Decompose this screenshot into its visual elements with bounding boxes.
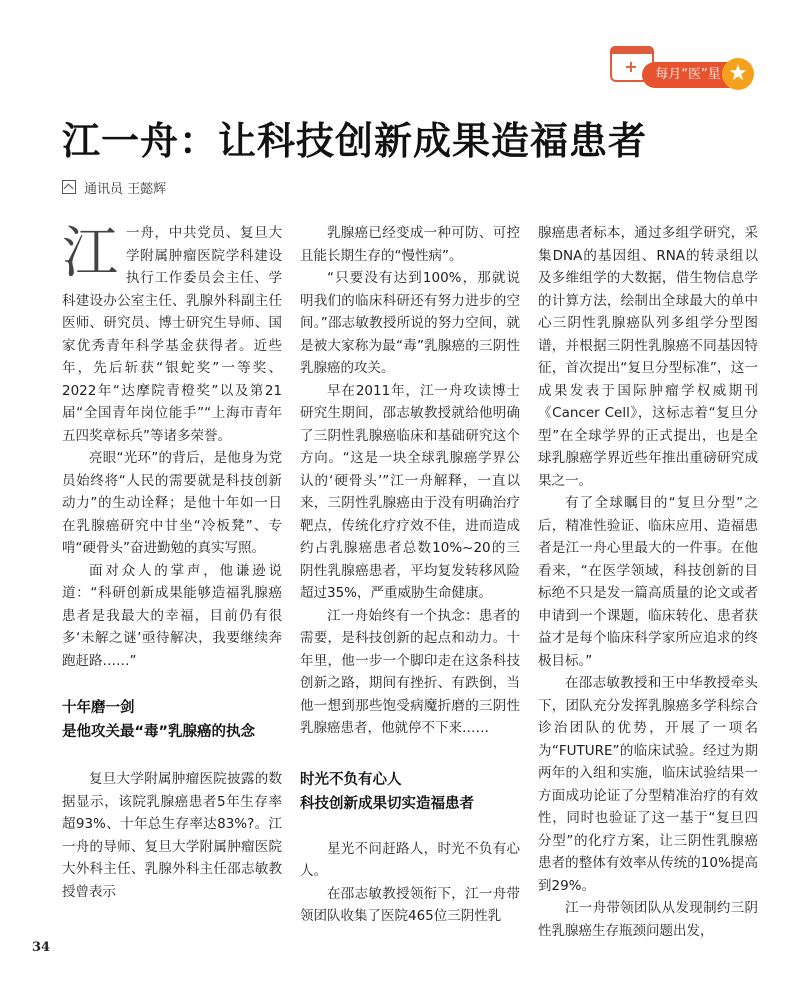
paragraph: 江一舟始终有一个执念：患者的需要，是科技创新的起点和动力。十年里，他一步一个脚印走在这条科技创新之路，期间有挫折、有跌倒，当他一想到那些饱受病魔折磨的三阴性乳腺癌患者，他就停不下来…… (300, 607, 520, 736)
byline (62, 178, 166, 197)
paragraph: 面对众人的掌声，他谦逊说道：“科研创新成果能够造福乳腺癌患者是我最大的幸福，目前仍有很多‘未解之谜’亟待解决，我要继续奔跑赶路……” (62, 562, 282, 669)
section-heading: 时光不负有心人 (300, 771, 402, 788)
column-3 (538, 222, 758, 942)
column-2 (300, 222, 520, 928)
drop-cap: 江 (62, 221, 118, 286)
column-badge (606, 40, 756, 110)
paragraph: 星光不问赶路人，时光不负有心人。 (300, 840, 520, 879)
section-heading: 十年磨一剑 (62, 700, 135, 716)
page-number: 34 (32, 940, 51, 955)
column-1 (62, 222, 282, 903)
byline-text: 通讯员 王懿辉 (84, 182, 167, 197)
paragraph: 在邵志敏教授领衔下，江一舟带领团队收集了医院465位三阴性乳 (300, 885, 520, 924)
paragraph: 早在2011年，江一舟攻读博士研究生期间，邵志敏教授就给他明确了三阴性乳腺癌临床和基础研究这个方向。“这是一块全球乳腺癌学界公认的‘硬骨头’”江一舟解释，一直以来，三阴性乳腺癌由于没有明确治疗靶点，传统化疗疗效不佳，进而造成约占乳腺癌患者总数10%~20的三阴性乳腺癌患者，平均复发转移风险超过35%，严重威胁生命健康。 (300, 382, 520, 601)
paragraph: 乳腺癌已经变成一种可防、可控且能长期生存的“慢性病”。 (300, 225, 520, 264)
paragraph: 复旦大学附属肿瘤医院披露的数据显示，该院乳腺癌患者5年生存率超93%、十年总生存率达83%?。江一舟的导师、复旦大学附属肿瘤医院大外科主任、乳腺外科主任邵志敏教授曾表示 (62, 771, 282, 900)
paragraph-text: 一舟，中共党员、复旦大学附属肿瘤医院学科建设执行工作委员会主任、学科建设办公室主任、乳腺外科副主任医师、研究员、博士研究生导师、国家优秀青年科学基金获得者。近些年，先后斩获“银蛇奖”一等奖、2022年“达摩院青橙奖”以及第21届“全国青年岗位能手”“上海市青年五四奖章标兵”等诸多荣誉。 (62, 225, 282, 444)
author-icon (62, 180, 76, 194)
star-icon: ★ (722, 58, 754, 90)
paragraph: 在邵志敏教授和王中华教授牵头下，团队充分发挥乳腺癌多学科综合诊治团队的优势，开展了一项名为“FUTURE”的临床试验。经过为期两年的入组和实施，临床试验结果一方面成功论证了分型精准治疗的有效性，同时也验证了这一基于“复旦四分型”的化疗方案，让三阴性乳腺癌患者的整体有效率从传统的10%提高到29%。 (538, 675, 758, 894)
paragraph (62, 222, 282, 447)
paragraph: 亮眼“光环”的背后，是他身为党员始终将“人民的需要就是科技创新动力”的生动诠释；是他十年如一日在乳腺癌研究中甘坐“冷板凳”、专啃“硬骨头”奋进勤勉的真实写照。 (62, 450, 282, 556)
medical-cross-icon: + (624, 57, 638, 76)
badge-label: 每月“医”星 (642, 62, 734, 88)
section-heading: 是他攻关最“毒”乳腺癌的执念 (62, 724, 256, 740)
article-title: 江一舟：让科技创新成果造福患者 (62, 118, 648, 163)
paragraph: 腺癌患者标本，通过多组学研究，采集DNA的基因组、RNA的转录组以及多维组学的大数据，借生物信息学的计算方法，绘制出全球最大的单中心三阴性乳腺癌队列多组学分型图谱，并根据三阴性乳腺癌不同基因特征，首次提出“复旦分型标准”，这一成果发表于国际肿瘤学权威期刊《Cancer Cell》，这标志着“复旦分型”在全球学界的正式提出，也是全球乳腺癌学界近些年推出重磅研究成果之一。 (538, 225, 758, 489)
paragraph: “只要没有达到100%，那就说明我们的临床科研还有努力进步的空间。”邵志敏教授所说的努力空间，就是被大家称为最“毒”乳腺癌的三阴性乳腺癌的攻关。 (300, 270, 520, 376)
paragraph: 有了全球瞩目的“复旦分型”之后，精准性验证、临床应用、造福患者是江一舟心里最大的一件事。在他看来，“在医学领域，科技创新的目标绝不只是发一篇高质量的论文或者申请到一个课题，临床转化、患者获益才是每个临床科学家所应追求的终极目标。” (538, 495, 758, 669)
section-heading: 科技创新成果切实造福患者 (300, 795, 474, 812)
paragraph: 江一舟带领团队从发现制约三阴性乳腺癌生存瓶颈问题出发， (538, 900, 758, 939)
